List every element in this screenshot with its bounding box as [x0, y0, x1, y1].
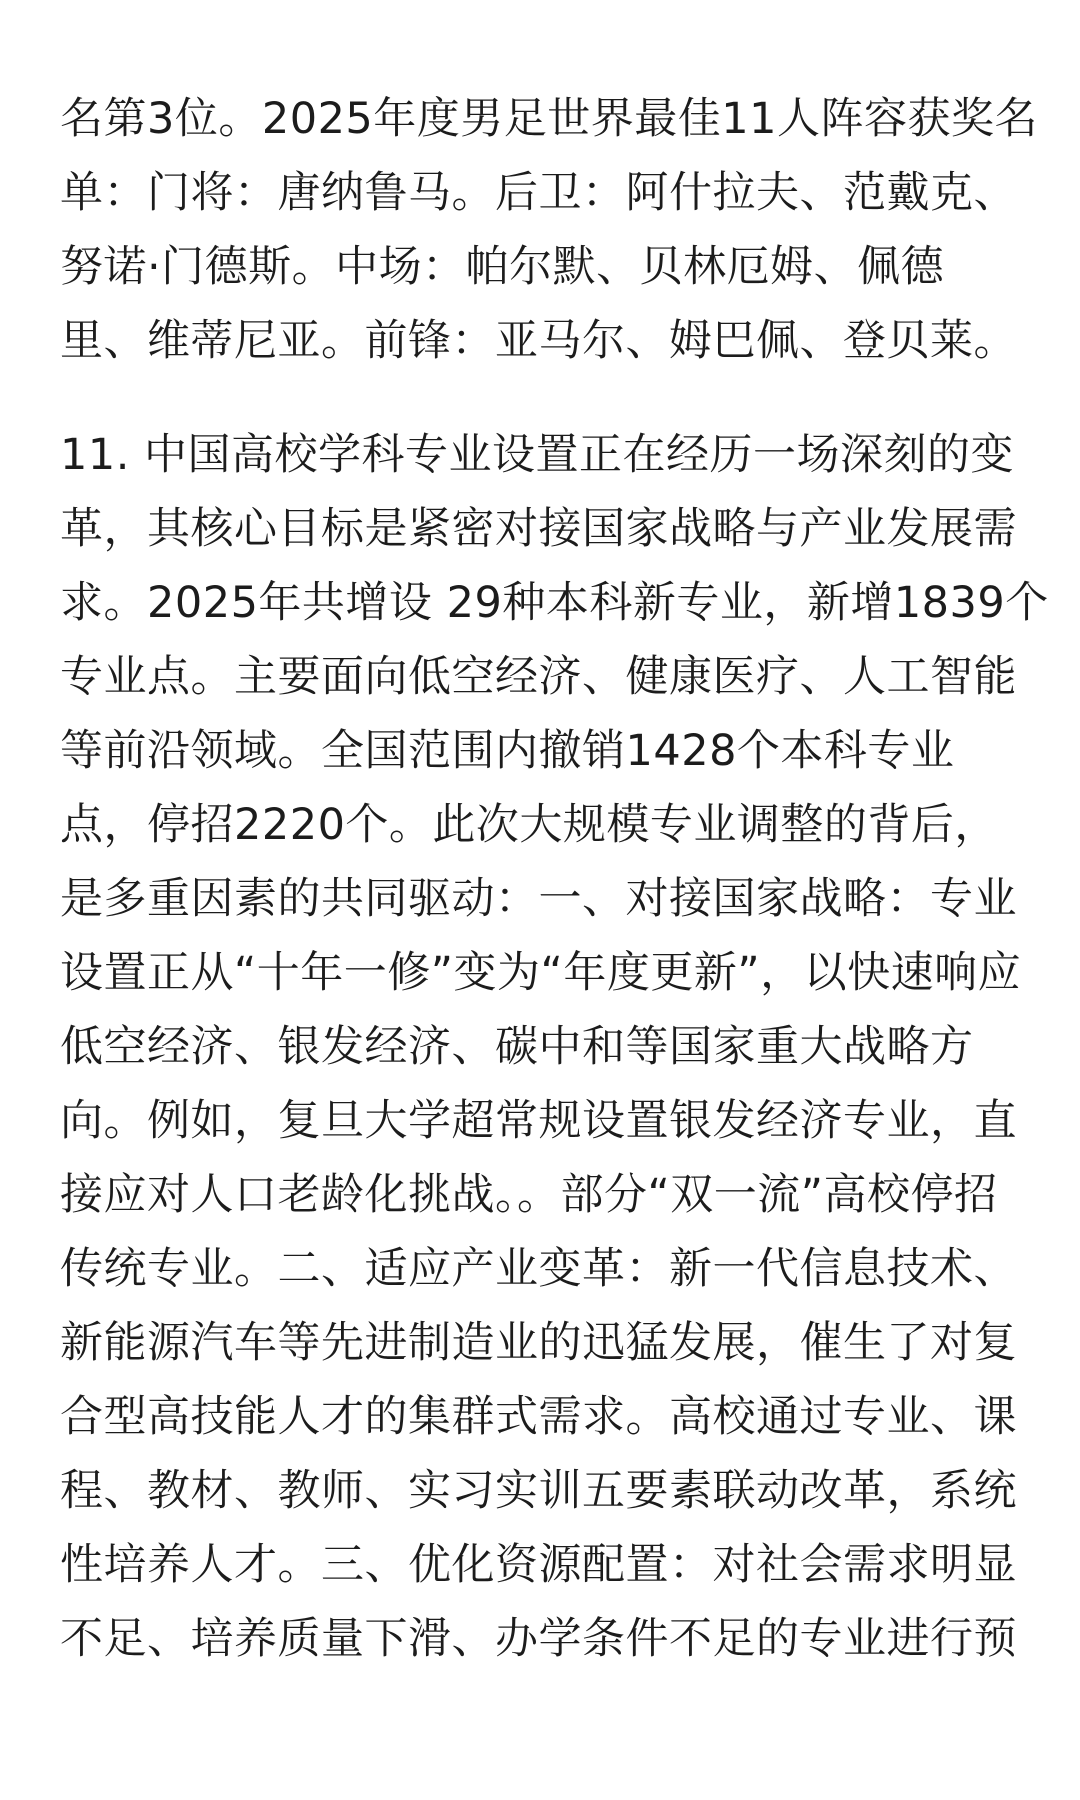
text-line: 接应对人口老龄化挑战。。部分“双一流”高校停招	[60, 1170, 998, 1220]
text-line: 专业点。主要面向低空经济、健康医疗、人工智能	[60, 652, 1017, 702]
paragraph-football-awards	[60, 82, 1039, 378]
text-line: 向。例如，复旦大学超常规设置银发经济专业，直	[60, 1096, 1017, 1146]
text-line: 低空经济、银发经济、碳中和等国家重大战略方	[60, 1022, 974, 1072]
text-line: 单：门将：唐纳鲁马。后卫：阿什拉夫、范戴克、	[60, 168, 1017, 218]
text-line: 名第3位。2025年度男足世界最佳11人阵容获奖名	[60, 94, 1039, 144]
text-line: 性培养人才。三、优化资源配置：对社会需求明显	[60, 1540, 1017, 1590]
paragraph-university-majors	[60, 418, 1049, 1676]
text-line: 努诺·门德斯。中场：帕尔默、贝林厄姆、佩德	[60, 242, 945, 292]
text-line: 设置正从“十年一修”变为“年度更新”，以快速响应	[60, 948, 1022, 998]
text-line: 求。2025年共增设 29种本科新专业，新增1839个	[60, 578, 1049, 628]
text-line: 程、教材、教师、实习实训五要素联动改革，系统	[60, 1466, 1017, 1516]
text-line: 革，其核心目标是紧密对接国家战略与产业发展需	[60, 504, 1017, 554]
text-line: 是多重因素的共同驱动：一、对接国家战略：专业	[60, 874, 1017, 924]
text-line: 不足、培养质量下滑、办学条件不足的专业进行预	[60, 1614, 1017, 1664]
text-line: 合型高技能人才的集群式需求。高校通过专业、课	[60, 1392, 1017, 1442]
text-line: 传统专业。二、适应产业变革：新一代信息技术、	[60, 1244, 1017, 1294]
text-line: 里、维蒂尼亚。前锋：亚马尔、姆巴佩、登贝莱。	[60, 316, 1017, 366]
text-line: 11. 中国高校学科专业设置正在经历一场深刻的变	[60, 430, 1015, 480]
text-line: 新能源汽车等先进制造业的迅猛发展，催生了对复	[60, 1318, 1017, 1368]
text-line: 点，停招2220个。此次大规模专业调整的背后，	[60, 800, 998, 850]
text-line: 等前沿领域。全国范围内撤销1428个本科专业	[60, 726, 955, 776]
